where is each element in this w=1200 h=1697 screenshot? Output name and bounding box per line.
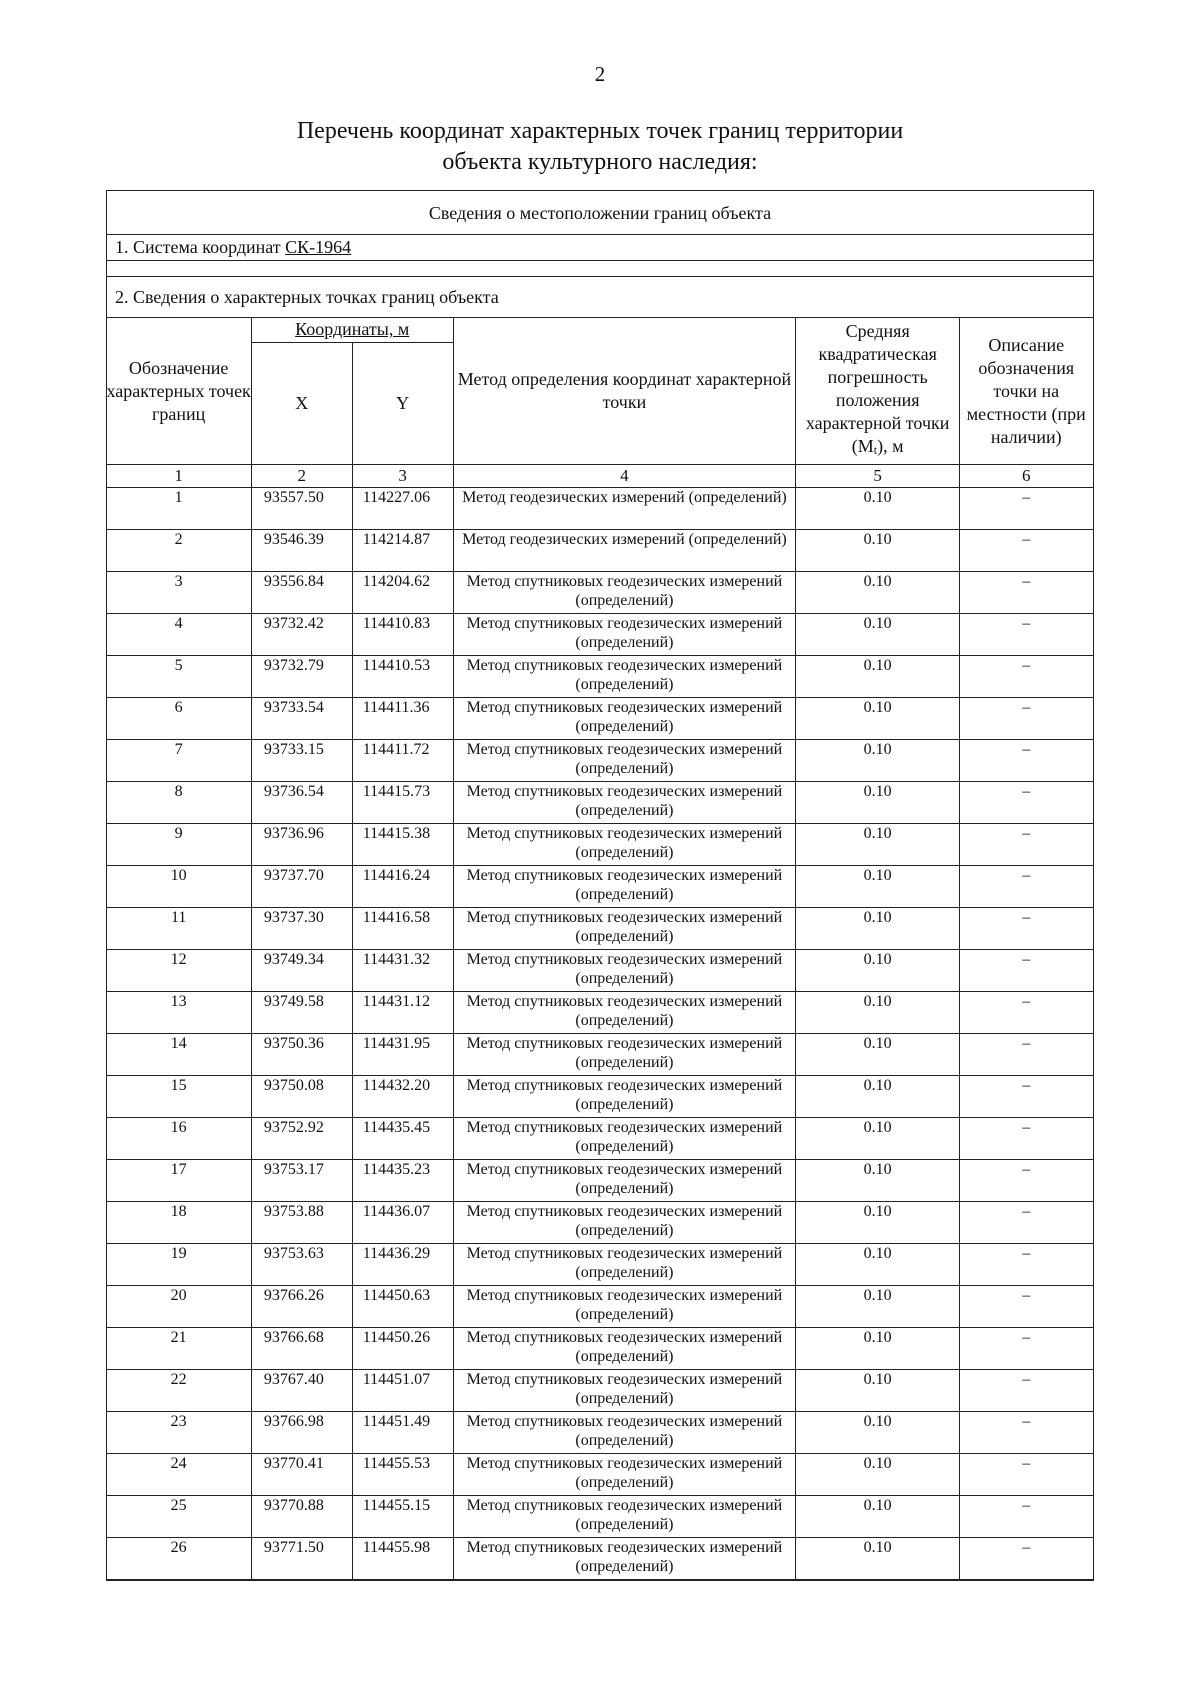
method-text: Метод спутниковых геодезических измерений (определений) <box>453 950 796 992</box>
description-value: – <box>960 488 1093 530</box>
description-value: – <box>960 1034 1093 1076</box>
method-text: Метод спутниковых геодезических измерений (определений) <box>453 740 796 782</box>
error-value: 0.10 <box>796 1328 960 1370</box>
coord-x: 93770.88 <box>251 1496 352 1538</box>
coord-x: 93752.92 <box>251 1118 352 1160</box>
point-number: 3 <box>106 572 251 614</box>
header-error <box>796 318 960 465</box>
header-method: Метод определения координат характерной точки <box>453 318 796 465</box>
description-value: – <box>960 866 1093 908</box>
method-text: Метод спутниковых геодезических измерений (определений) <box>453 1244 796 1286</box>
error-value: 0.10 <box>796 1244 960 1286</box>
column-number-5: 5 <box>796 465 960 488</box>
table-row <box>106 824 1093 866</box>
coord-system-row <box>107 235 1093 261</box>
coord-x: 93733.15 <box>251 740 352 782</box>
column-number-1: 1 <box>106 465 251 488</box>
column-number-6: 6 <box>960 465 1093 488</box>
error-value: 0.10 <box>796 866 960 908</box>
table-row <box>106 488 1093 530</box>
description-value: – <box>960 1076 1093 1118</box>
point-number: 8 <box>106 782 251 824</box>
description-value: – <box>960 740 1093 782</box>
document-title <box>0 116 1200 178</box>
method-text: Метод спутниковых геодезических измерений (определений) <box>453 1076 796 1118</box>
description-value: – <box>960 1118 1093 1160</box>
error-value: 0.10 <box>796 530 960 572</box>
coord-x: 93557.50 <box>251 488 352 530</box>
error-value: 0.10 <box>796 1076 960 1118</box>
table-body <box>106 488 1093 1580</box>
coord-y: 114431.95 <box>352 1034 453 1076</box>
table-row <box>106 530 1093 572</box>
method-text: Метод спутниковых геодезических измерений (определений) <box>453 1454 796 1496</box>
coord-x: 93736.54 <box>251 782 352 824</box>
coord-y: 114431.12 <box>352 992 453 1034</box>
description-value: – <box>960 1454 1093 1496</box>
description-value: – <box>960 530 1093 572</box>
point-number: 16 <box>106 1118 251 1160</box>
coord-y: 114411.36 <box>352 698 453 740</box>
table-row <box>106 572 1093 614</box>
coord-x: 93770.41 <box>251 1454 352 1496</box>
table-row <box>106 1412 1093 1454</box>
table-row <box>106 782 1093 824</box>
coord-y: 114436.29 <box>352 1244 453 1286</box>
method-text: Метод спутниковых геодезических измерений (определений) <box>453 1202 796 1244</box>
table-row <box>106 1496 1093 1538</box>
point-number: 2 <box>106 530 251 572</box>
error-value: 0.10 <box>796 1412 960 1454</box>
description-value: – <box>960 1202 1093 1244</box>
coord-x: 93737.70 <box>251 866 352 908</box>
method-text: Метод спутниковых геодезических измерений (определений) <box>453 1328 796 1370</box>
method-text: Метод спутниковых геодезических измерений (определений) <box>453 1160 796 1202</box>
point-number: 14 <box>106 1034 251 1076</box>
coord-x: 93767.40 <box>251 1370 352 1412</box>
coord-x: 93737.30 <box>251 908 352 950</box>
header-y: Y <box>352 342 453 465</box>
method-text: Метод спутниковых геодезических измерений (определений) <box>453 656 796 698</box>
column-number-3: 3 <box>352 465 453 488</box>
coord-y: 114435.45 <box>352 1118 453 1160</box>
method-text: Метод спутниковых геодезических измерений (определений) <box>453 824 796 866</box>
error-value: 0.10 <box>796 488 960 530</box>
coordinates-table <box>106 317 1094 1580</box>
point-number: 9 <box>106 824 251 866</box>
description-value: – <box>960 992 1093 1034</box>
coord-y: 114436.07 <box>352 1202 453 1244</box>
coord-y: 114416.24 <box>352 866 453 908</box>
coord-y: 114214.87 <box>352 530 453 572</box>
coord-x: 93750.36 <box>251 1034 352 1076</box>
coord-x: 93736.96 <box>251 824 352 866</box>
coord-y: 114227.06 <box>352 488 453 530</box>
coord-x: 93556.84 <box>251 572 352 614</box>
point-number: 26 <box>106 1538 251 1580</box>
error-value: 0.10 <box>796 908 960 950</box>
description-value: – <box>960 908 1093 950</box>
point-number: 7 <box>106 740 251 782</box>
point-number: 24 <box>106 1454 251 1496</box>
coord-y: 114455.98 <box>352 1538 453 1580</box>
error-value: 0.10 <box>796 1496 960 1538</box>
error-value: 0.10 <box>796 572 960 614</box>
error-value: 0.10 <box>796 614 960 656</box>
method-text: Метод спутниковых геодезических измерений (определений) <box>453 1538 796 1580</box>
point-number: 23 <box>106 1412 251 1454</box>
column-number-2: 2 <box>251 465 352 488</box>
method-text: Метод геодезических измерений (определений) <box>453 488 796 530</box>
coord-y: 114432.20 <box>352 1076 453 1118</box>
point-number: 19 <box>106 1244 251 1286</box>
error-value: 0.10 <box>796 656 960 698</box>
coord-x: 93753.88 <box>251 1202 352 1244</box>
point-number: 11 <box>106 908 251 950</box>
table-row <box>106 1370 1093 1412</box>
description-value: – <box>960 824 1093 866</box>
error-value: 0.10 <box>796 992 960 1034</box>
header-error-sub: t <box>873 443 878 457</box>
point-number: 12 <box>106 950 251 992</box>
column-numbers-row <box>106 465 1093 488</box>
header-description: Описание обозначения точки на местности (при наличии) <box>960 318 1093 465</box>
method-text: Метод спутниковых геодезических измерений (определений) <box>453 572 796 614</box>
table-row <box>106 1160 1093 1202</box>
method-text: Метод спутниковых геодезических измерений (определений) <box>453 1034 796 1076</box>
table-row <box>106 1286 1093 1328</box>
method-text: Метод спутниковых геодезических измерений (определений) <box>453 1370 796 1412</box>
table-row <box>106 1202 1093 1244</box>
spacer-row <box>107 261 1093 277</box>
description-value: – <box>960 572 1093 614</box>
coord-x: 93750.08 <box>251 1076 352 1118</box>
coord-y: 114416.58 <box>352 908 453 950</box>
coord-x: 93749.58 <box>251 992 352 1034</box>
boundary-info-frame <box>106 190 1094 1581</box>
header-coordinates: Координаты, м <box>251 318 453 343</box>
error-value: 0.10 <box>796 740 960 782</box>
description-value: – <box>960 1286 1093 1328</box>
points-section-header: 2. Сведения о характерных точках границ объекта <box>115 287 499 307</box>
coord-y: 114455.53 <box>352 1454 453 1496</box>
description-value: – <box>960 1244 1093 1286</box>
coord-y: 114410.83 <box>352 614 453 656</box>
header-error-tail: ), м <box>877 436 904 456</box>
coord-x: 93546.39 <box>251 530 352 572</box>
coord-y: 114415.38 <box>352 824 453 866</box>
description-value: – <box>960 950 1093 992</box>
coord-y: 114415.73 <box>352 782 453 824</box>
coord-x: 93771.50 <box>251 1538 352 1580</box>
table-row <box>106 992 1093 1034</box>
table-row <box>106 614 1093 656</box>
method-text: Метод спутниковых геодезических измерений (определений) <box>453 992 796 1034</box>
table-row <box>106 1076 1093 1118</box>
coord-y: 114410.53 <box>352 656 453 698</box>
point-number: 21 <box>106 1328 251 1370</box>
header-x: X <box>251 342 352 465</box>
coord-y: 114451.07 <box>352 1370 453 1412</box>
point-number: 20 <box>106 1286 251 1328</box>
description-value: – <box>960 1370 1093 1412</box>
error-value: 0.10 <box>796 1160 960 1202</box>
method-text: Метод спутниковых геодезических измерений (определений) <box>453 1118 796 1160</box>
error-value: 0.10 <box>796 1118 960 1160</box>
coord-x: 93753.63 <box>251 1244 352 1286</box>
coord-y: 114450.63 <box>352 1286 453 1328</box>
table-row <box>106 656 1093 698</box>
point-number: 4 <box>106 614 251 656</box>
coord-y: 114451.49 <box>352 1412 453 1454</box>
description-value: – <box>960 1496 1093 1538</box>
error-value: 0.10 <box>796 1034 960 1076</box>
description-value: – <box>960 698 1093 740</box>
error-value: 0.10 <box>796 1538 960 1580</box>
description-value: – <box>960 656 1093 698</box>
section-header: Сведения о местоположении границ объекта <box>107 191 1093 235</box>
title-line-1: Перечень координат характерных точек границ территории <box>296 118 904 144</box>
point-number: 18 <box>106 1202 251 1244</box>
method-text: Метод геодезических измерений (определений) <box>453 530 796 572</box>
coord-x: 93749.34 <box>251 950 352 992</box>
coord-y: 114411.72 <box>352 740 453 782</box>
method-text: Метод спутниковых геодезических измерений (определений) <box>453 1286 796 1328</box>
table-row <box>106 1538 1093 1580</box>
page-number: 2 <box>594 62 606 86</box>
coord-x: 93766.26 <box>251 1286 352 1328</box>
point-number: 1 <box>106 488 251 530</box>
point-number: 10 <box>106 866 251 908</box>
coord-x: 93733.54 <box>251 698 352 740</box>
method-text: Метод спутниковых геодезических измерений (определений) <box>453 698 796 740</box>
coord-y: 114455.15 <box>352 1496 453 1538</box>
point-number: 5 <box>106 656 251 698</box>
error-value: 0.10 <box>796 1202 960 1244</box>
error-value: 0.10 <box>796 950 960 992</box>
coord-x: 93732.42 <box>251 614 352 656</box>
table-row <box>106 866 1093 908</box>
method-text: Метод спутниковых геодезических измерений (определений) <box>453 1496 796 1538</box>
point-number: 22 <box>106 1370 251 1412</box>
method-text: Метод спутниковых геодезических измерений (определений) <box>453 1412 796 1454</box>
error-value: 0.10 <box>796 1454 960 1496</box>
description-value: – <box>960 782 1093 824</box>
column-number-4: 4 <box>453 465 796 488</box>
table-row <box>106 740 1093 782</box>
table-row <box>106 1034 1093 1076</box>
coord-x: 93732.79 <box>251 656 352 698</box>
coord-y: 114435.23 <box>352 1160 453 1202</box>
coord-x: 93753.17 <box>251 1160 352 1202</box>
coord-x: 93766.98 <box>251 1412 352 1454</box>
coord-x: 93766.68 <box>251 1328 352 1370</box>
method-text: Метод спутниковых геодезических измерений (определений) <box>453 908 796 950</box>
table-row <box>106 950 1093 992</box>
table-row <box>106 1244 1093 1286</box>
coord-y: 114204.62 <box>352 572 453 614</box>
coord-y: 114431.32 <box>352 950 453 992</box>
point-number: 15 <box>106 1076 251 1118</box>
coord-system-label: 1. Система координат <box>115 237 286 257</box>
table-row <box>106 908 1093 950</box>
table-row <box>106 1328 1093 1370</box>
title-line-2: объекта культурного наследия: <box>442 149 758 175</box>
table-row <box>106 1118 1093 1160</box>
method-text: Метод спутниковых геодезических измерений (определений) <box>453 866 796 908</box>
header-error-main: Средняя квадратическая погрешность положения характерной точки (M <box>805 321 950 456</box>
error-value: 0.10 <box>796 1286 960 1328</box>
description-value: – <box>960 1160 1093 1202</box>
point-number: 17 <box>106 1160 251 1202</box>
table-row <box>106 698 1093 740</box>
table-row <box>106 1454 1093 1496</box>
description-value: – <box>960 614 1093 656</box>
description-value: – <box>960 1328 1093 1370</box>
method-text: Метод спутниковых геодезических измерений (определений) <box>453 614 796 656</box>
error-value: 0.10 <box>796 698 960 740</box>
coord-y: 114450.26 <box>352 1328 453 1370</box>
method-text: Метод спутниковых геодезических измерений (определений) <box>453 782 796 824</box>
header-designation: Обозначение характерных точек границ <box>106 318 251 465</box>
description-value: – <box>960 1538 1093 1580</box>
error-value: 0.10 <box>796 1370 960 1412</box>
error-value: 0.10 <box>796 824 960 866</box>
point-number: 13 <box>106 992 251 1034</box>
description-value: – <box>960 1412 1093 1454</box>
point-number: 6 <box>106 698 251 740</box>
point-number: 25 <box>106 1496 251 1538</box>
coord-system-value: СК-1964 <box>285 237 352 257</box>
error-value: 0.10 <box>796 782 960 824</box>
